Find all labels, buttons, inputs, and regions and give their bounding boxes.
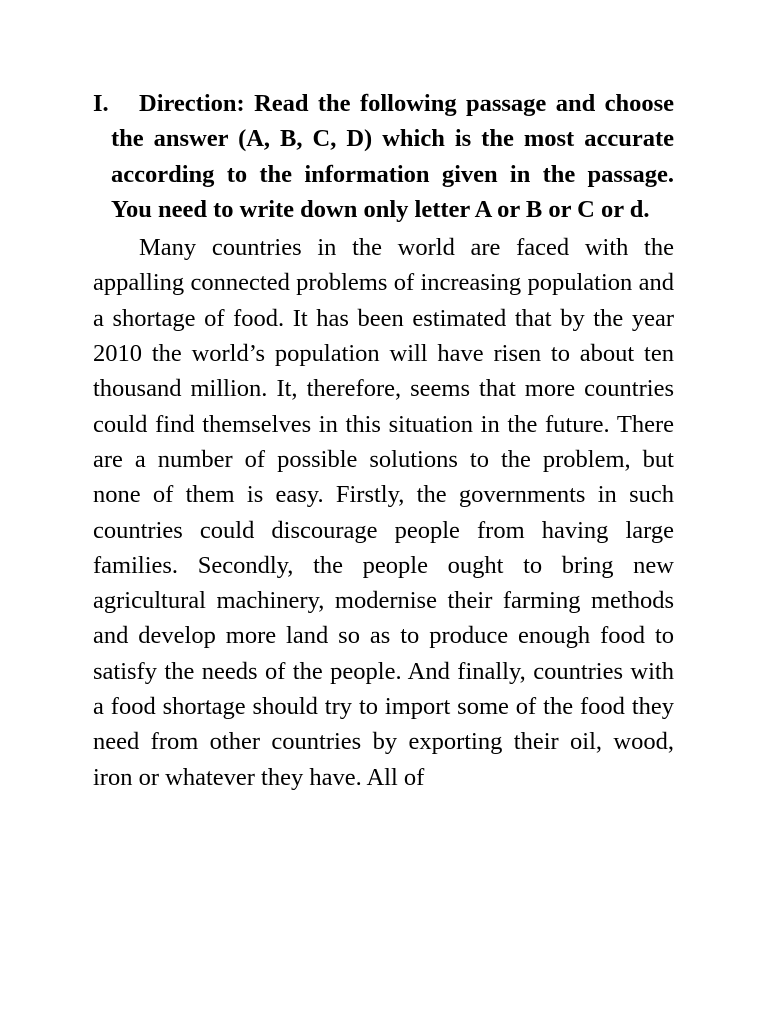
question-number: I. xyxy=(93,90,109,117)
question-direction xyxy=(93,86,674,227)
reading-passage: Many countries in the world are faced with the appalling connected problems of increasing population and a shortage of food. It has been estimated that by the year 2010 the world’s population will have risen to about ten thousand million. It, therefore, seems that more countries could find themselves in this situation in the future. There are a number of possible solutions to the problem, but none of them is easy. Firstly, the governments in such countries could discourage people from having large families. Secondly, the people ought to bring new agricultural machinery, modernise their farming methods and develop more land so as to produce enough food to satisfy the needs of the people. And finally, countries with a food shortage should try to import some of the food they need from other countries by exporting their oil, wood, iron or whatever they have. All of xyxy=(93,234,674,791)
direction-text: Direction: Read the following passage and choose the answer (A, B, C, D) which is the most accurate according to the information given in the passage. You need to write down only letter A or B or C or d. xyxy=(111,90,674,223)
document-page xyxy=(93,86,674,795)
